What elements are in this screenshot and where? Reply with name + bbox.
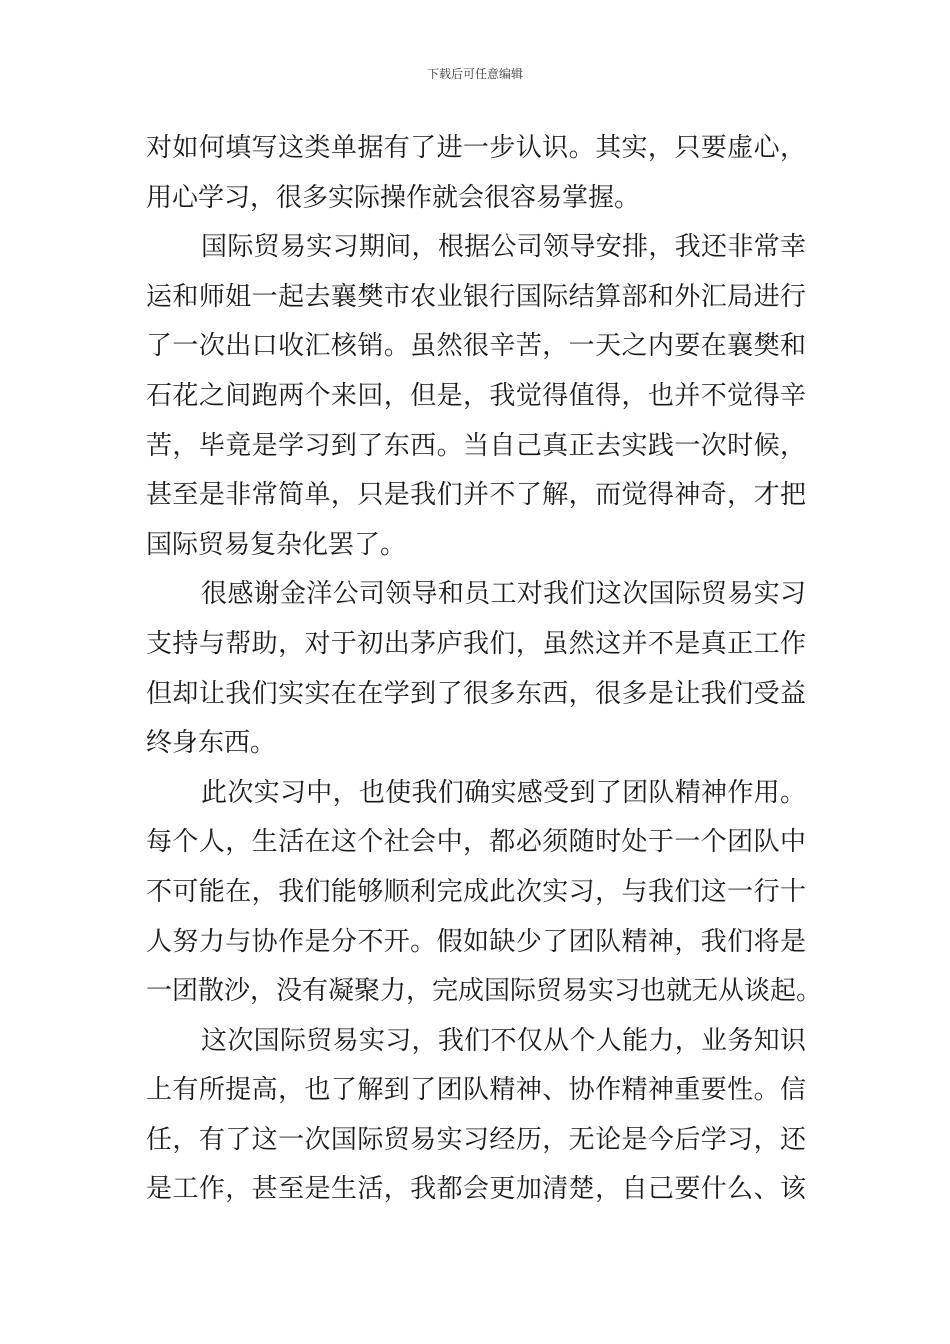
text-line: 国际贸易实习期间，根据公司领导安排，我还非常幸 (201, 232, 806, 263)
text-line: 此次实习中，也使我们确实感受到了团队精神作用。 (201, 777, 806, 808)
paragraph-1 (146, 124, 806, 223)
text-line: 石花之间跑两个来回，但是，我觉得值得，也并不觉得辛 (146, 380, 806, 411)
text-line: 国际贸易复杂化罢了。 (146, 529, 407, 560)
paragraph-2 (146, 223, 806, 570)
text-line: 对如何填写这类单据有了进一步认识。其实，只要虚心， (146, 133, 806, 163)
text-line: 支持与帮助，对于初出茅庐我们，虽然这并不是真正工作 (146, 628, 806, 659)
text-line: 不可能在，我们能够顺利完成此次实习，与我们这一行十 (146, 876, 806, 907)
text-line: 每个人，生活在这个社会中，都必须随时处于一个团队中 (146, 827, 806, 858)
page-header: 下载后可任意编辑 (426, 67, 523, 81)
text-line: 苦，毕竟是学习到了东西。当自己真正去实践一次时候， (146, 430, 806, 461)
paragraph-4 (146, 769, 823, 1017)
text-line: 上有所提高，也了解到了团队精神、协作精神重要性。信 (146, 1075, 806, 1106)
text-line: 很感谢金洋公司领导和员工对我们这次国际贸易实习 (201, 579, 806, 610)
text-line: 任，有了这一次国际贸易实习经历，无论是今后学习，还 (146, 1124, 806, 1155)
text-line: 甚至是非常简单，只是我们并不了解，而觉得神奇，才把 (146, 480, 806, 511)
text-line: 了一次出口收汇核销。虽然很辛苦，一天之内要在襄樊和 (146, 331, 806, 362)
paragraph-5 (146, 1017, 806, 1215)
text-line: 终身东西。 (146, 728, 277, 759)
text-line: 这次国际贸易实习，我们不仅从个人能力，业务知识 (201, 1025, 806, 1056)
text-line: 运和师姐一起去襄樊市农业银行国际结算部和外汇局进行 (146, 281, 806, 312)
paragraph-3 (146, 570, 806, 768)
text-line: 但却让我们实实在在学到了很多东西，很多是让我们受益 (146, 678, 806, 709)
text-line: 用心学习，很多实际操作就会很容易掌握。 (146, 182, 641, 213)
text-line: 人努力与协作是分不开。假如缺少了团队精神，我们将是 (146, 926, 806, 957)
document-body (146, 124, 823, 1215)
text-line: 一团散沙，没有凝聚力，完成国际贸易实习也就无从谈起。 (146, 976, 823, 1007)
text-line: 是工作，甚至是生活，我都会更加清楚，自己要什么、该 (146, 1174, 806, 1205)
